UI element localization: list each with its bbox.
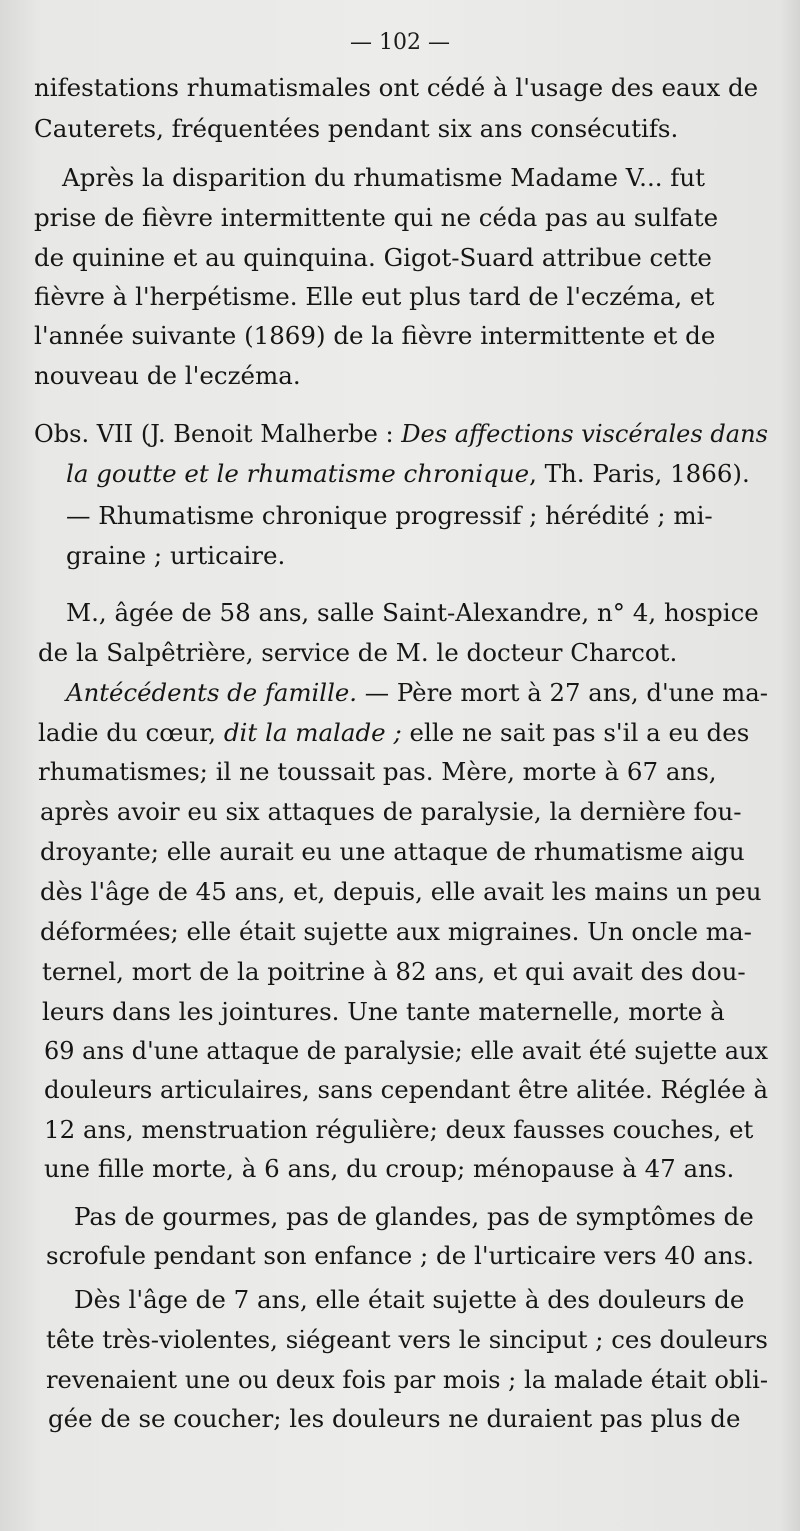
text-line: Cauterets, fréquentées pendant six ans consécutifs.	[34, 114, 679, 143]
text-line: douleurs articulaires, sans cependant être alitée. Réglée à	[44, 1075, 769, 1104]
text-line: Antécédents de famille. — Père mort à 27 ans, d'une ma-	[66, 678, 769, 707]
text-line: Après la disparition du rhumatisme Madame V... fut	[62, 163, 705, 192]
text-line: M., âgée de 58 ans, salle Saint-Alexandre, n° 4, hospice	[66, 598, 759, 627]
text-line: nouveau de l'eczéma.	[34, 361, 301, 390]
text-line: tête très-violentes, siégeant vers le sinciput ; ces douleurs	[46, 1325, 768, 1354]
text-line: de quinine et au quinquina. Gigot-Suard attribue cette	[34, 243, 712, 272]
text-line: dès l'âge de 45 ans, et, depuis, elle avait les mains un peu	[40, 877, 762, 906]
observation-summary: graine ; urticaire.	[66, 541, 286, 570]
text-line: 12 ans, menstruation régulière; deux fausses couches, et	[44, 1115, 754, 1144]
text-line: Dès l'âge de 7 ans, elle était sujette à des douleurs de	[74, 1285, 745, 1314]
section-label: Antécédents de famille.	[66, 678, 358, 707]
text-line: Pas de gourmes, pas de glandes, pas de symptômes de	[74, 1202, 754, 1231]
text-line: gée de se coucher; les douleurs ne duraient pas plus de	[48, 1404, 741, 1433]
text-line: une fille morte, à 6 ans, du croup; ménopause à 47 ans.	[44, 1154, 735, 1183]
text-line: de la Salpêtrière, service de M. le docteur Charcot.	[38, 638, 678, 667]
text-line: rhumatismes; il ne toussait pas. Mère, morte à 67 ans,	[38, 757, 717, 786]
text-line: ternel, mort de la poitrine à 82 ans, et qui avait des dou-	[42, 957, 746, 986]
text-line: droyante; elle aurait eu une attaque de rhumatisme aigu	[40, 837, 745, 866]
text-line: déformées; elle était sujette aux migraines. Un oncle ma-	[40, 917, 752, 946]
text-line: l'année suivante (1869) de la fièvre intermittente et de	[34, 321, 716, 350]
page-number: — 102 —	[350, 30, 450, 55]
observation-title: Des affections viscérales dans	[401, 419, 769, 448]
observation-heading: la goutte et le rhumatisme chronique, Th. Paris, 1866).	[66, 459, 750, 488]
text-line: revenaient une ou deux fois par mois ; la malade était obli-	[46, 1365, 769, 1394]
text-line: leurs dans les jointures. Une tante maternelle, morte à	[42, 997, 725, 1026]
text-line: après avoir eu six attaques de paralysie, la dernière fou-	[40, 797, 742, 826]
observation-summary: — Rhumatisme chronique progressif ; hérédité ; mi-	[66, 501, 713, 530]
text-line: fièvre à l'herpétisme. Elle eut plus tard de l'eczéma, et	[34, 282, 715, 311]
text-line: nifestations rhumatismales ont cédé à l'usage des eaux de	[34, 73, 759, 102]
observation-heading: Obs. VII (J. Benoit Malherbe : Des affections viscérales dans	[34, 419, 769, 448]
text-line: 69 ans d'une attaque de paralysie; elle avait été sujette aux	[44, 1036, 769, 1065]
text-line: ladie du cœur, dit la malade ; elle ne sait pas s'il a eu des	[38, 718, 750, 747]
text-line: scrofule pendant son enfance ; de l'urticaire vers 40 ans.	[46, 1241, 755, 1270]
text-line: prise de fièvre intermittente qui ne céda pas au sulfate	[34, 203, 719, 232]
